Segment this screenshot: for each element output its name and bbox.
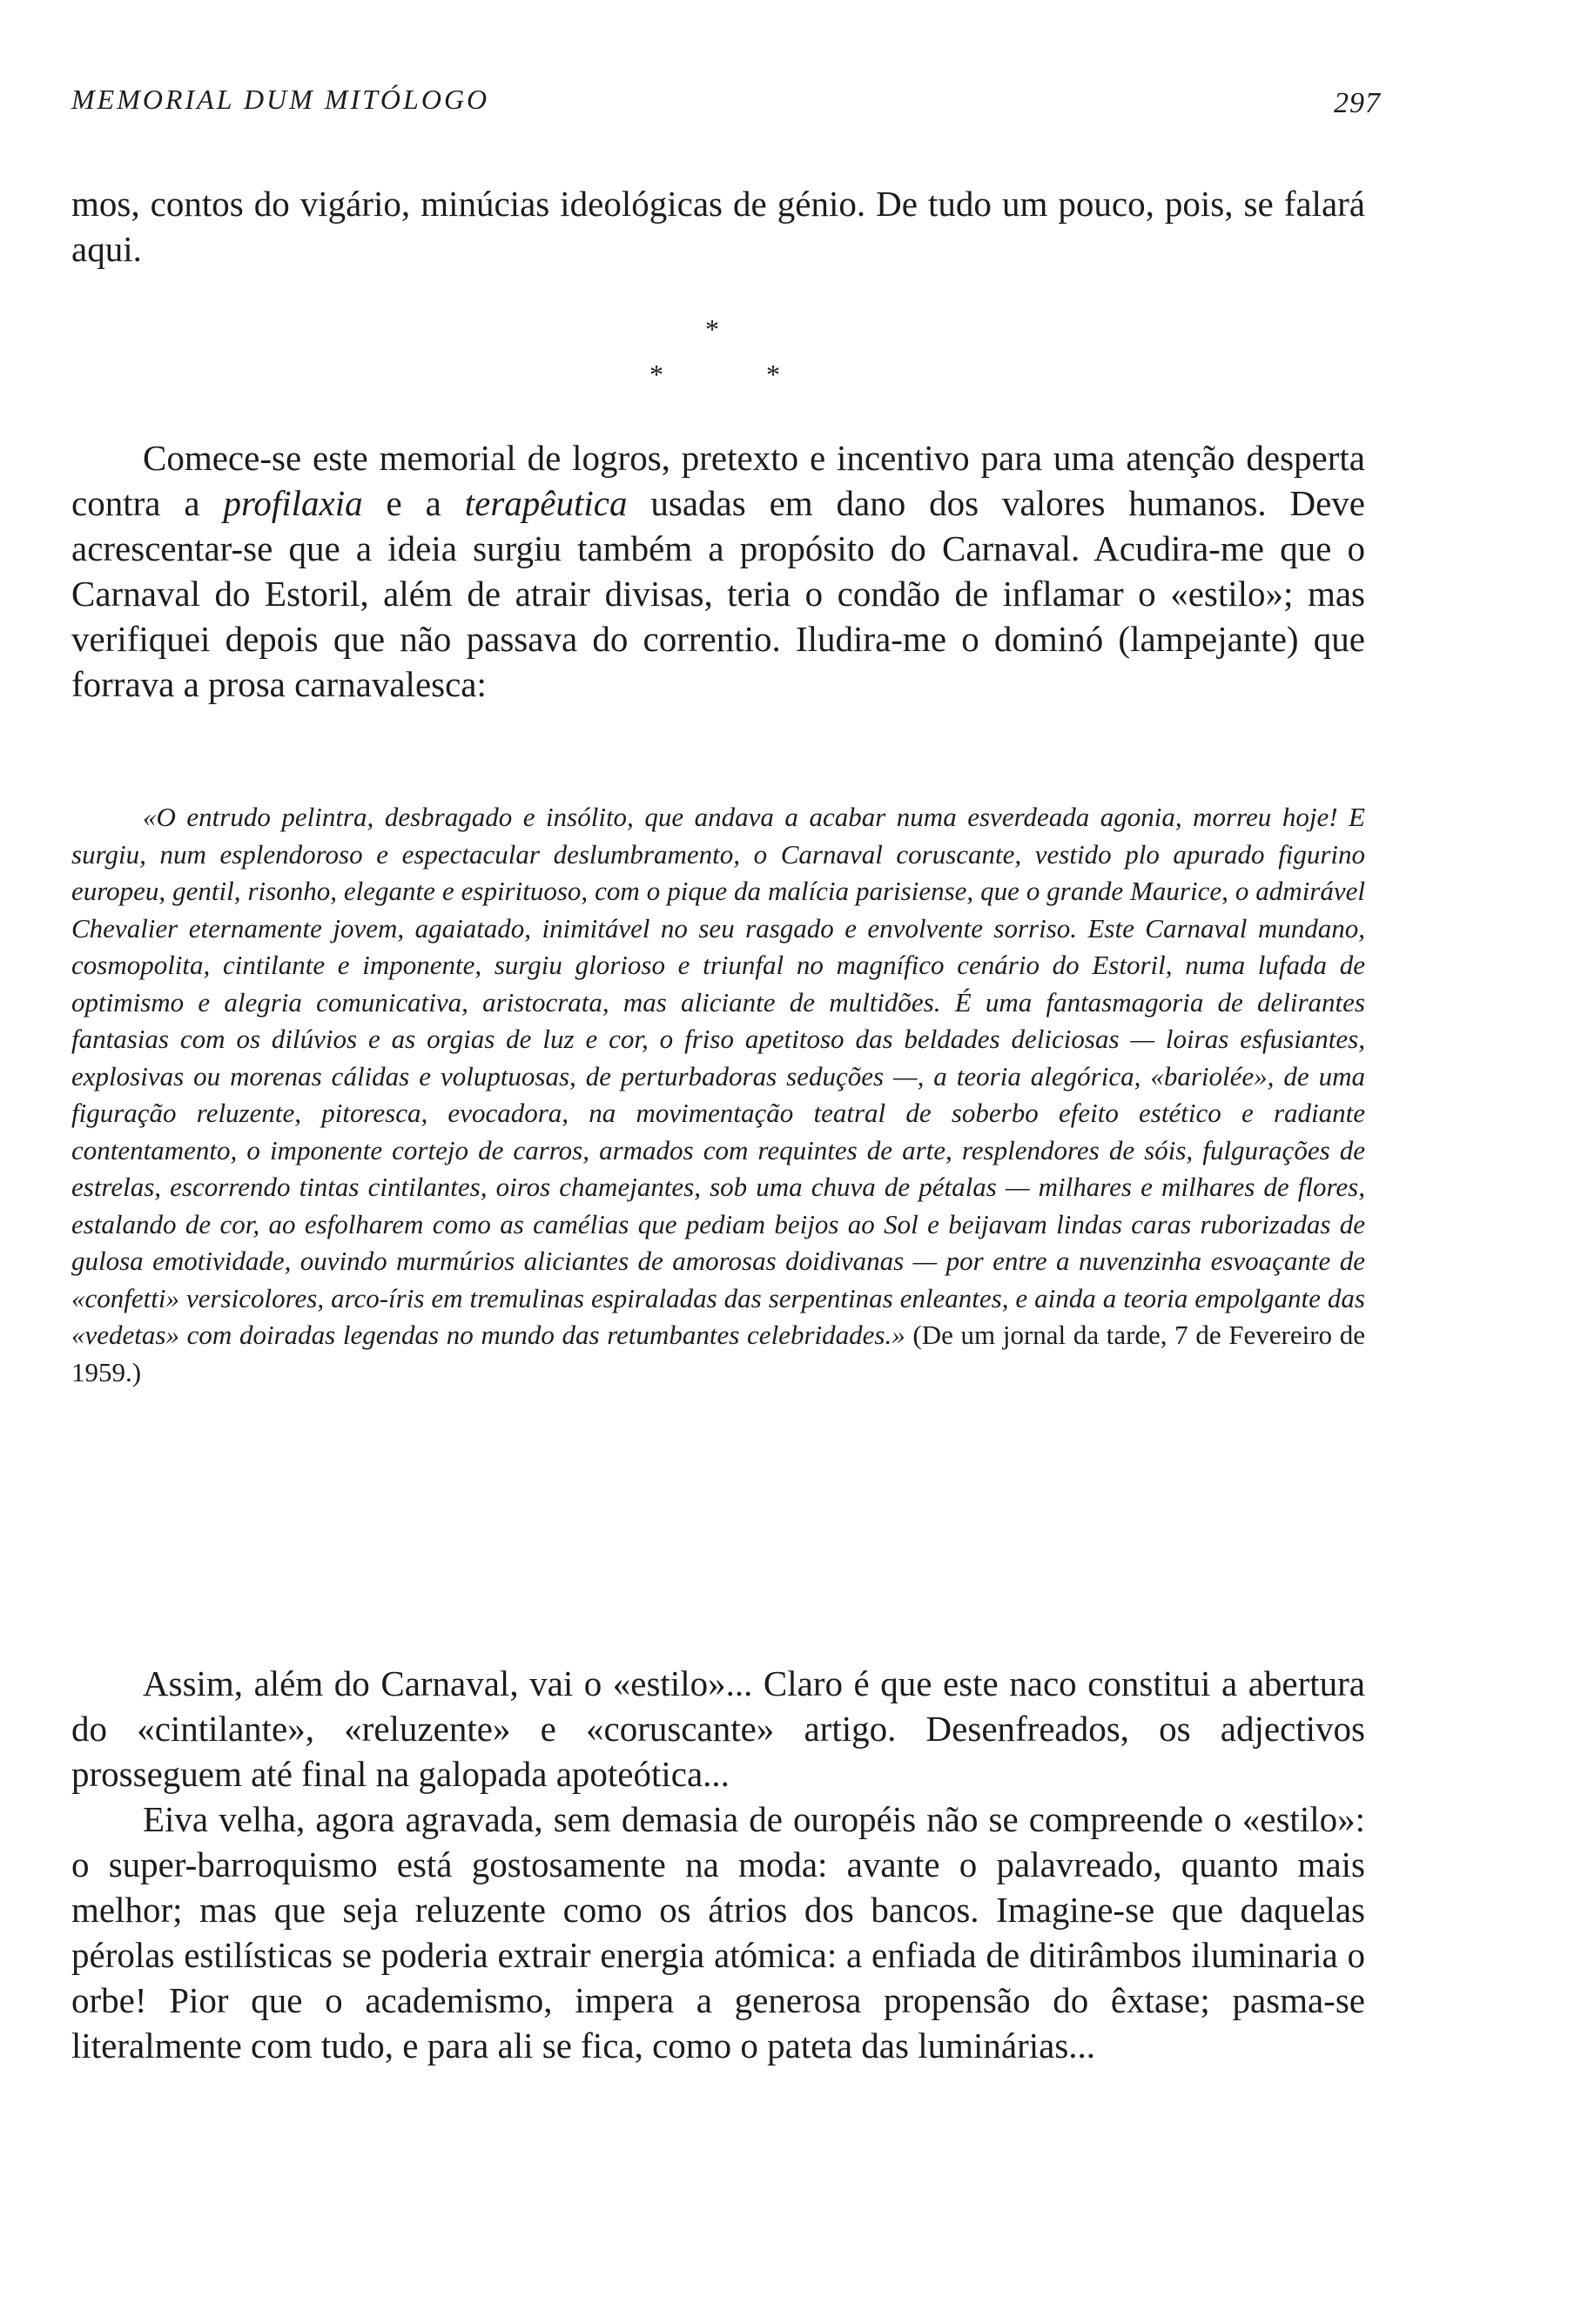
page-number: 297	[1334, 87, 1381, 119]
memorial-text-part-2: e a	[362, 483, 465, 523]
quote-source: (De um jornal da tarde, 7 de Fevereiro de 1959.)	[71, 1320, 1365, 1387]
asterism-separator	[0, 315, 1588, 402]
asterism-star-right: *	[766, 359, 780, 390]
running-head-title: MEMORIAL DUM MITÓLOGO	[71, 84, 490, 115]
memorial-text-part-1: Comece-se este memorial de logros, pretexto e incentivo para uma atenção desperta contra a	[71, 438, 1365, 523]
quote-text: «O entrudo pelintra, desbragado e insólito, que andava a acabar numa esverdeada agonia, morreu hoje! E surgiu, num esplendoroso e espectacular deslumbramento, o Carnaval coruscante, vestido plo apurado figurino europeu, gentil, risonho, elegante e espirituoso, com o pique da malícia parisiense, que o grande Maurice, o admirável Chevalier eternamente jovem, agaiatado, inimitável no seu rasgado e envolvente sorriso. Este Carnaval mundano, cosmopolita, cintilante e imponente, surgiu glorioso e triunfal no magnífico cenário do Estoril, numa lufada de optimismo e alegria comunicativa, aristocrata, mas aliciante de multidões. É uma fantasmagoria de delirantes fantasias com os dilúvios e as orgias de luz e cor, o friso apetitoso das beldades deliciosas — loiras esfusiantes, explosivas ou morenas cálidas e voluptuosas, de perturbadoras seduções —, a teoria alegórica, «bariolée», de uma figuração reluzente, pitoresca, evocadora, na movimentação teatral de soberbo efeito estético e radiante contentamento, o imponente cortejo de carros, armados com requintes de arte, resplendores de sóis, fulgurações de estrelas, escorrendo tintas cintilantes, oiros chamejantes, sob uma chuva de pétalas — milhares e milhares de flores, estalando de cor, ao esfolharem como as camélias que pediam beijos ao Sol e beijavam lindas caras ruborizadas de gulosa emotividade, ouvindo murmúrios aliciantes de amorosas doidivanas — por entre a nuvenzinha esvoaçante de «confetti» versicolores, arco-íris em tremulinas espiraladas das serpentinas enleantes, e ainda a teoria empolgante das «vedetas» com doiradas legendas no mundo das retumbantes celebridades.»	[71, 802, 1365, 1350]
emphasis-terapeutica: terapêutica	[464, 483, 628, 523]
paragraph-eiva: Eiva velha, agora agravada, sem demasia de ouropéis não se compreende o «estilo»: o super-barroquismo está gostosamente na moda: avante o palavreado, quanto mais melhor; mas que seja reluzente como os átrios dos bancos. Imagine-se que daquelas pérolas estilísticas se poderia extrair energia atómica: a enfiada de ditirâmbos iluminaria o orbe! Pior que o academismo, impera a generosa propensão do êxtase; pasma-se literalmente com tudo, e para ali se fica, como o pateta das luminárias...	[71, 1799, 1365, 2065]
paragraph-opening: mos, contos do vigário, minúcias ideológicas de génio. De tudo um pouco, pois, se falará aqui.	[71, 184, 1365, 269]
block-quote	[71, 799, 1365, 1391]
memorial-text-part-3: usadas em dano dos valores humanos. Deve acrescentar-se que a ideia surgiu também a propósito do Carnaval. Acudira-me que o Carnaval do Estoril, além de atrair divisas, teria o condão de inflamar o «estilo»; mas verifiquei depois que não passava do correntio. Iludira-me o dominó (lampejante) que forrava a prosa carnavalesca:	[71, 483, 1365, 704]
paragraph-assim: Assim, além do Carnaval, vai o «estilo»... Claro é que este naco constitui a abertura do «cintilante», «reluzente» e «coruscante» artigo. Desenfreados, os adjectivos prosseguem até final na galopada apoteótica...	[71, 1663, 1365, 1794]
asterism-star-left: *	[649, 359, 663, 390]
running-head	[71, 84, 1381, 136]
asterism-star-top: *	[705, 313, 719, 345]
paragraph-memorial	[71, 435, 1365, 707]
emphasis-profilaxia: profilaxia	[223, 483, 363, 523]
